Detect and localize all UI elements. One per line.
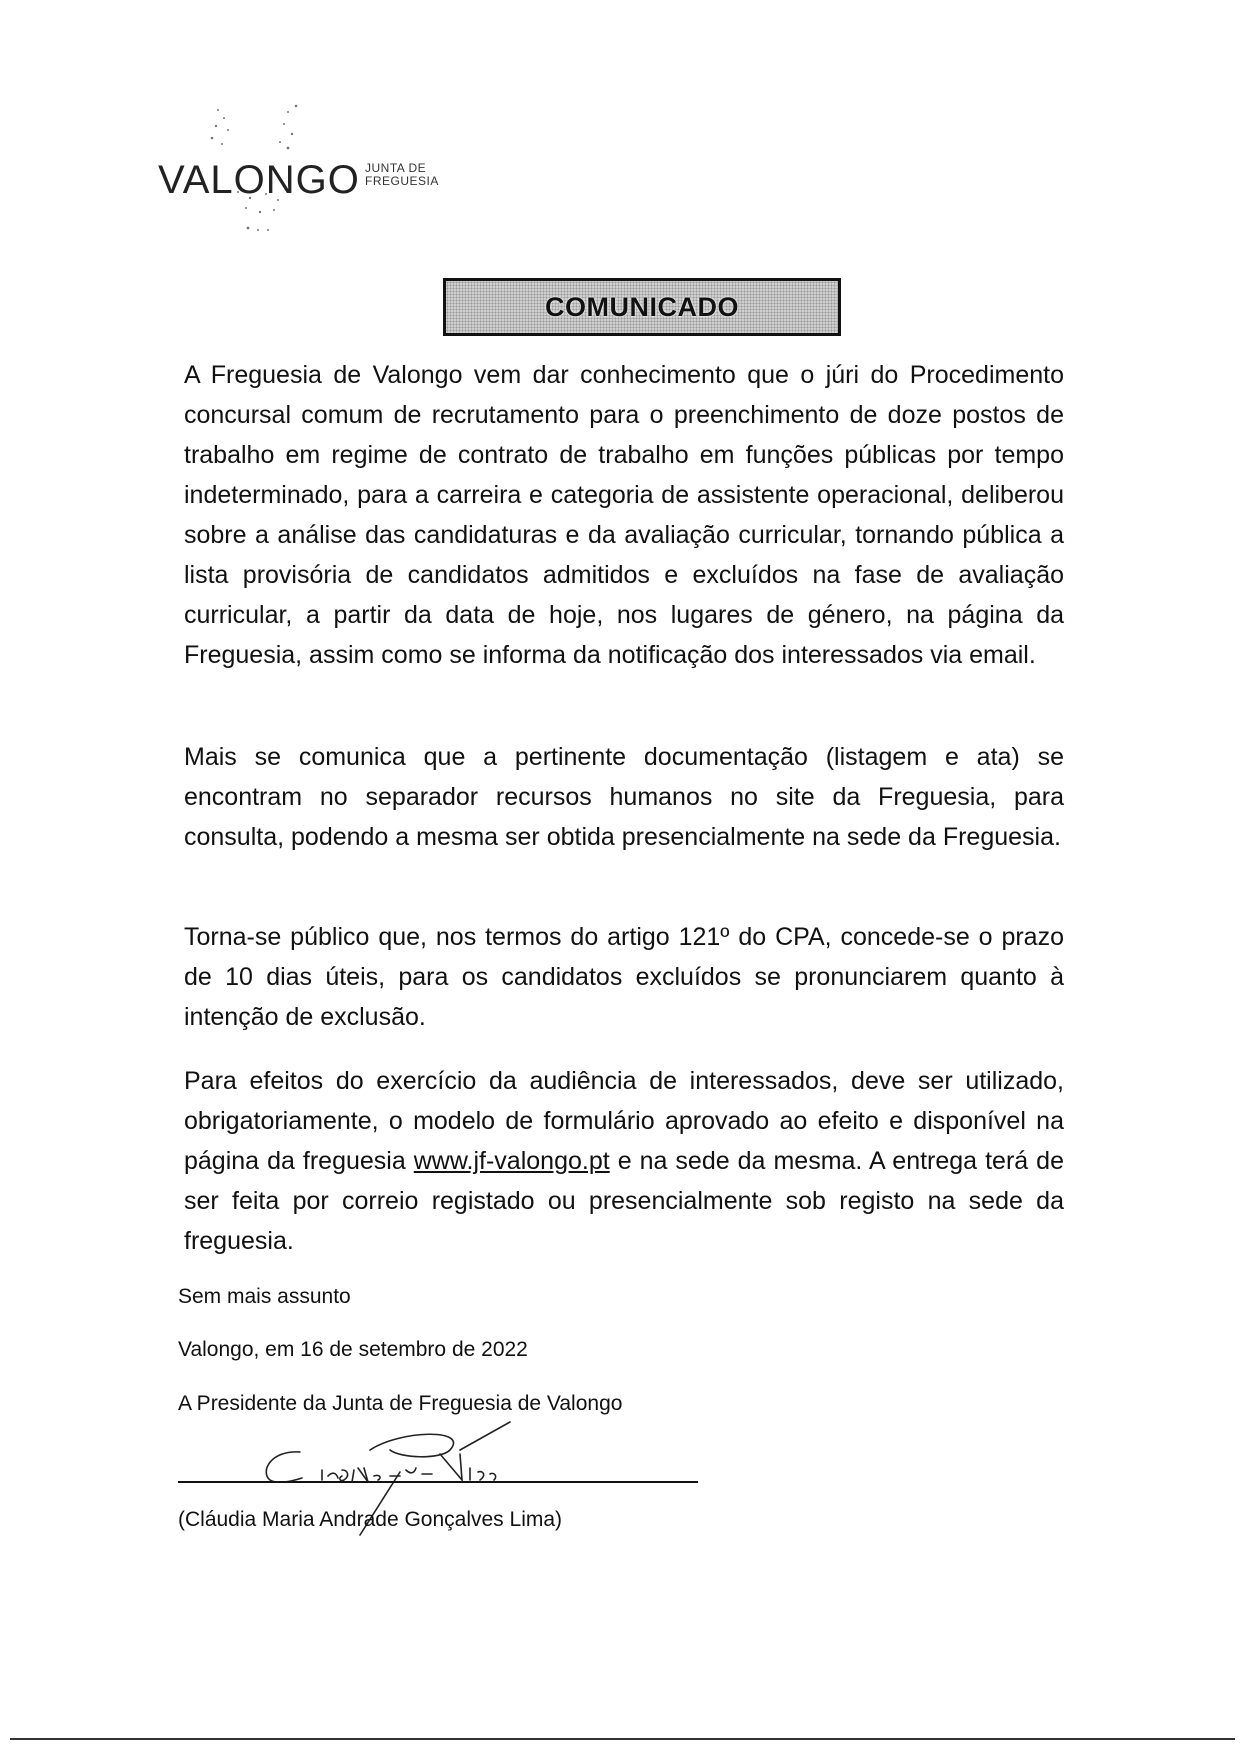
paragraph-4-text-after-link: e na sede da mesma. A entrega terá de ser feita por correio registado ou presencialmente sob registo na sede da freguesia.: [184, 1147, 1064, 1255]
logo-wordmark: VALONGO: [158, 158, 360, 202]
paragraph-4-text-before-link: Para efeitos do exercício da audiência de interessados, deve ser utilizado, obrigatoriamente, o modelo de formulário aprovado ao efeito e disponível na página da freguesia: [184, 1067, 1064, 1175]
logo-subtitle-line1: JUNTA DE: [365, 161, 427, 175]
signatory-title: A Presidente da Junta de Freguesia de Valongo: [178, 1392, 623, 1415]
paragraph-3: Torna-se público que, nos termos do artigo 121º do CPA, concede-se o prazo de 10 dias úteis, para os candidatos excluídos se pronunciarem quanto à intenção de exclusão.: [184, 923, 1064, 1031]
paragraph-1: A Freguesia de Valongo vem dar conhecimento que o júri do Procedimento concursal comum de recrutamento para o preenchimento de doze postos de trabalho em regime de contrato de trabalho em funções públicas por tempo indeterminado, para a carreira e categoria de assistente operacional, deliberou sobre a análise das candidaturas e da avaliação curricular, tornando pública a lista provisória de candidatos admitidos e excluídos na fase de avaliação curricular, a partir da data de hoje, nos lugares de género, na página da Freguesia, assim como se informa da notificação dos interessados via email.: [184, 361, 1064, 669]
logo-subtitle-line2: FREGUESIA: [365, 174, 439, 188]
document-title: COMUNICADO: [545, 291, 739, 322]
paragraph-4: [184, 1061, 1064, 1261]
paragraph-2: Mais se comunica que a pertinente documentação (listagem e ata) se encontram no separador recursos humanos no site da Freguesia, para consulta, podendo a mesma ser obtida presencialmente na sede da Freguesia.: [184, 743, 1064, 851]
footer-rule: [10, 1738, 1235, 1740]
place-date: Valongo, em 16 de setembro de 2022: [178, 1338, 528, 1361]
valongo-logo: [158, 100, 448, 250]
closing-text: Sem mais assunto: [178, 1285, 351, 1308]
document-title-box: [443, 278, 841, 336]
signatory-name: (Cláudia Maria Andrade Gonçalves Lima): [178, 1508, 563, 1531]
website-link[interactable]: www.jf-valongo.pt: [413, 1147, 610, 1175]
logo-subtitle: [365, 162, 439, 188]
signature-line: [178, 1481, 698, 1483]
